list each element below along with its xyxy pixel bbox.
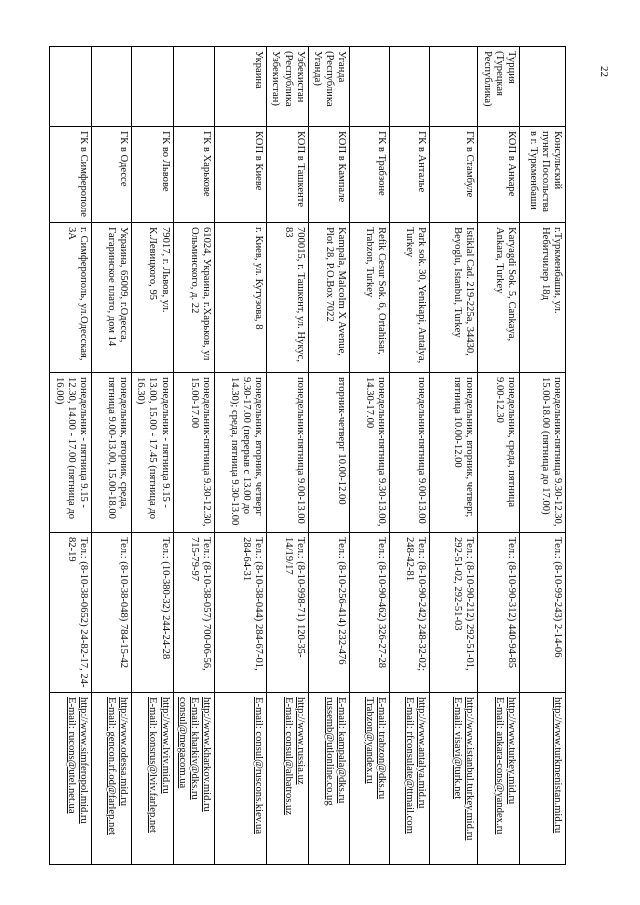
table-row [520,47,566,865]
contact-link[interactable]: http://www.turkey.mid.ru [506,697,517,805]
table-row [173,47,215,865]
cell-office: ГК в Стамбуле [430,127,478,223]
table-row [50,47,92,865]
cell-phone: Тел.: (8-10-38-048) 784-15-42 [91,533,131,693]
cell-country: Турция (Турецкая Республика) [478,47,520,127]
cell-country [91,47,131,127]
contact-link[interactable]: E-mail: kampala@dks.ru [336,697,348,804]
contact-link[interactable]: E-mail: gencon.rf.od@farlep.net [105,697,117,836]
cell-address: Park sok. 30, Yenikapi, Antalya, Turkey [390,223,430,373]
cell-office: ГК в Симферополе [50,127,92,223]
cell-contacts [350,693,390,865]
contact-link[interactable]: Trabzon@yandex.ru [364,697,376,784]
cell-contacts [430,693,478,865]
cell-office: ГК в Одессе [91,127,131,223]
cell-office: Консульский пункт Посольства в г. Туркменбаши [520,127,566,223]
table-row [478,47,520,865]
cell-phone: Тел.: (8-10-90-462) 326-27-28 [350,533,390,693]
table-row [131,47,173,865]
cell-country [520,47,566,127]
cell-country: Уганда (Республика Уганда) [308,47,350,127]
contact-link[interactable]: E-mail: konsrus@lviv.farlep.net [147,697,159,833]
cell-address: 700015, г. Ташкент, ул. Нукус, 83 [267,223,309,373]
table-body [50,47,566,865]
cell-country [131,47,173,127]
cell-office: КОП в Анкаре [478,127,520,223]
cell-phone: Тел.: (8-10-90-242) 248-32-02; 248-42-81 [390,533,430,693]
contact-link[interactable]: consul@megacom.ua [176,697,188,789]
contact-link[interactable]: http://www.antalya.mid.ru [416,697,428,809]
cell-hours: понедельник-пятница 9.30-12.30, 15.00-18.00 (пятница до 17.00) [520,373,566,533]
cell-contacts [173,693,215,865]
contact-link[interactable]: http://www.istanbul.turkey.mid.ru [464,697,476,841]
cell-contacts [267,693,309,865]
cell-phone: Тел.: (8-10-38-0652) 24-82-17, 24-82-19 [50,533,92,693]
cell-country [350,47,390,127]
cell-contacts [50,693,92,865]
cell-country [50,47,92,127]
cell-contacts [478,693,520,865]
cell-phone: Тел.: (8-10-99-243) 2-14-06 [520,533,566,693]
cell-contacts [215,693,267,865]
cell-hours: понедельник - пятница 9.15 - 13.00, 15.00 - 17.45 (пятница до 16.30) [131,373,173,533]
contact-link[interactable]: http://www.kharkov.mid.ru [201,697,213,812]
cell-office: КОП в Киеве [215,127,267,223]
cell-hours: понедельник - пятница 9.15 - 12.30, 14.00 - 17.00 (пятница до 16.00) [50,373,92,533]
cell-phone: Тел.: (10-380-32) 244-24-28 [131,533,173,693]
table-row [430,47,478,865]
contact-link[interactable]: E-mail: kharkiv@dks.ru [188,697,200,800]
cell-hours: понедельник-пятница 9.30-12.30, 15.00-17.00 [173,373,215,533]
contact-link[interactable]: E-mail: visavi@turk.net [452,697,464,800]
consulates-table [49,46,566,865]
table-row [215,47,267,865]
cell-address: г.Туркменбаши, ул. Небитчилер 18д [520,223,566,373]
contact-link[interactable]: E-mail: trabzon@dks.ru [376,697,388,800]
cell-hours: понедельник, вторник, четверг, пятница 10.00-12.00 [430,373,478,533]
cell-country: Узбекистан (Республика Узбекистан) [267,47,309,127]
contact-link[interactable]: http://www.lviv.mid.ru [159,697,171,794]
cell-phone: Тел.: (8-10-998-71) 120-35-14/19/17 [267,533,309,693]
cell-contacts [131,693,173,865]
cell-address: Istiklal Cad. 219-225a, 34430, Beyoglu, Istanbul, Turkey [430,223,478,373]
cell-hours: понедельник-пятница 9.00-13.00 [267,373,309,533]
cell-phone: Тел.: (8-10-38-044) 284-67-01, 284-64-31 [215,533,267,693]
cell-country: Украина [215,47,267,127]
cell-office: ГК во Львове [131,127,173,223]
contact-link[interactable]: E-mail: consul@ruscons.kiev.ua [253,697,265,835]
contact-link[interactable]: E-mail: rfconsulate@ttmail.com [404,697,416,834]
cell-address: г. Киев, ул. Кутузова, 8 [215,223,267,373]
cell-hours: понедельник-пятница 9.00-13.00 [390,373,430,533]
cell-address: Refik Cesur Sok. 6, Ortahisar, Trabzon, Turkey [350,223,390,373]
table-row [350,47,390,865]
cell-contacts [91,693,131,865]
contact-link[interactable]: http://www.odessa.mid.ru [117,697,129,807]
contact-link[interactable]: E-mail: ankara-cons@yandex.ru [493,697,505,835]
cell-office: ГК в Трабзоне [350,127,390,223]
cell-phone: Тел.: (8-10-90-212) 292-51-01, 292-51-02, 292-51-03 [430,533,478,693]
cell-address: 79017, г. Львов, ул. К.Левицкого, 95 [131,223,173,373]
cell-contacts [390,693,430,865]
cell-country [390,47,430,127]
cell-contacts [520,693,566,865]
cell-office: КОП в Кампале [308,127,350,223]
cell-country [430,47,478,127]
contact-link[interactable]: http://www.russia.uz [294,697,306,785]
contact-link[interactable]: E-mail: rucons@utel.net.ua [65,697,77,814]
contact-link[interactable]: E-mail: consul@albatros.uz [282,697,294,816]
contact-link[interactable]: russemb@utlonline.co.ug [324,697,336,806]
table-row [267,47,309,865]
table-row [91,47,131,865]
cell-address: Kampala, Malcolm X Avenue, Plot 28, P.O.Box 7022 [308,223,350,373]
cell-phone: Тел.: (8-10-38-057) 700-06-56, 715-79-97 [173,533,215,693]
cell-office: ГК в Харькове [173,127,215,223]
cell-office: КОП в Ташкенте [267,127,309,223]
table-row [308,47,350,865]
cell-country [173,47,215,127]
table-row [390,47,430,865]
contact-link[interactable]: http://www.simferopol.mid.ru [77,697,89,824]
page-number: 22 [598,66,610,77]
cell-hours: вторник-четверг 10.00-12.00 [308,373,350,533]
cell-phone: Тел.: (8-10-256-414) 232-476 [308,533,350,693]
cell-phone: Тел.: (8-10-90-312) 440-94-85 [478,533,520,693]
cell-address: Karyagdi Sok. 5, Cankaya, Ankara, Turkey [478,223,520,373]
cell-hours: понедельник, вторник, четверг 9.30-17.00 (перерыв с 13.00 до 14.30); среда, пятница 9.30-13.00 [215,373,267,533]
cell-hours: понедельник, среда, пятница 9.00-12.30 [478,373,520,533]
cell-hours: понедельник-пятница 9.30-13.00, 14.30-17.00 [350,373,390,533]
cell-office: ГК в Анталье [390,127,430,223]
cell-contacts [308,693,350,865]
contact-link[interactable]: http://www.turkmenistan.mid.ru [552,697,563,834]
rotated-table-container [53,46,566,864]
cell-address: Украина, 65009, г.Одесса, Гагаринское плато, дом 14 [91,223,131,373]
cell-address: 61024, Украина, г.Харьков, ул Ольминского, д. 22 [173,223,215,373]
cell-address: г. Симферополь, ул.Одесская, 3А [50,223,92,373]
cell-hours: понедельник, вторник, среда, пятница 9.00-13.00, 15.00-18.00 [91,373,131,533]
